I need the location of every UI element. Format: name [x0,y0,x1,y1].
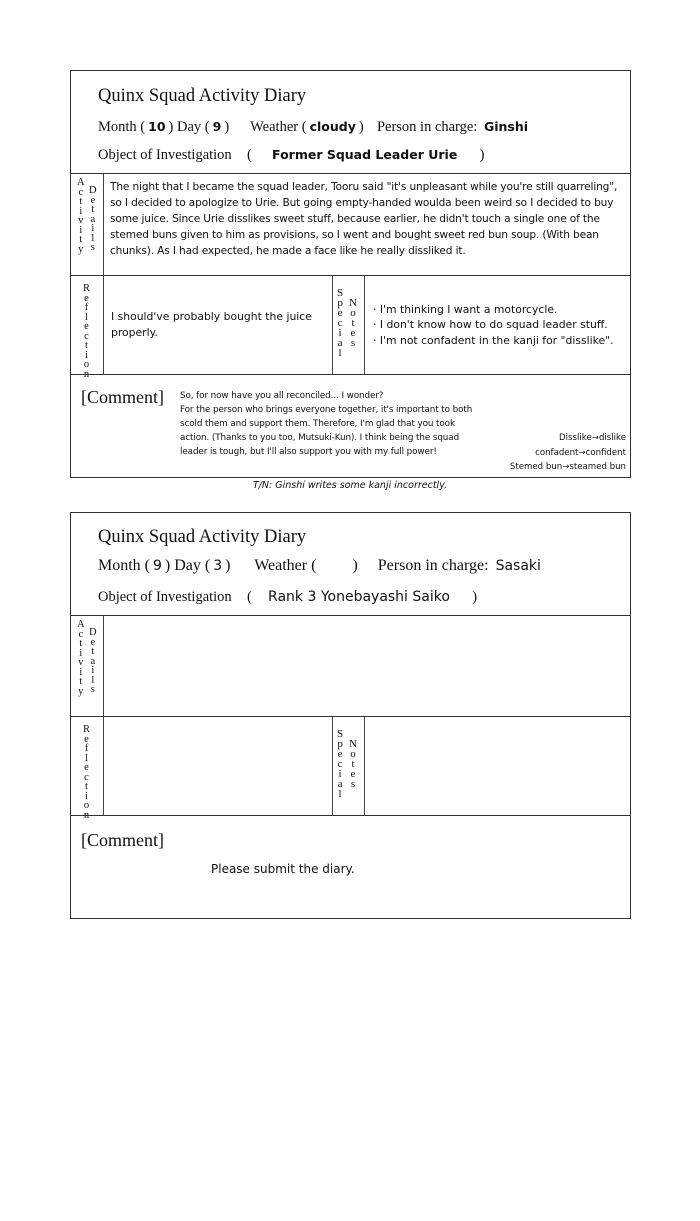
reflection-label: R e f l e c t i o n [71,717,104,815]
reflection-text [104,717,333,815]
object-value: Former Squad Leader Urie [272,147,458,162]
activity-details-text: The night that I became the squad leader, Tooru said "it's unpleasant while you're still quarreling", so I decided to apologize to Urie. But going empty-handed woulda been weird so I decided to buy some juice. Since Urie disslikes sweet stuff, because earlier, he didn't touch a single one of the stemed buns given to him as provisions, so I went and bought sweet red bun soup. (With bean chunks). As I had expected, he made a face like he really dissliked it. [110,181,618,257]
date-weather-line: Month ( 9 ) Day ( 3 ) Weather ( ) Person in charge: Sasaki [98,557,544,575]
comment-section [71,816,630,1221]
diary-title: Quinx Squad Activity Diary [98,86,307,106]
month-value: 10 [148,119,166,134]
label-activity: A c t i v i t y [77,177,85,255]
diary-title: Quinx Squad Activity Diary [98,527,307,547]
month-value: 9 [153,558,162,574]
special-notes-label: S p e c i a l N o t e s [333,717,365,815]
object-line: Object of Investigation ( Former Squad Leader Urie ) [98,147,485,163]
date-weather-line: Month ( 10 ) Day ( 9 ) Weather ( cloudy ) Person in charge: Ginshi [98,119,531,136]
special-notes-label: S p e c i a l N o t e s [333,276,365,374]
comment-label: [Comment] [81,387,164,407]
object-line: Object of Investigation ( Rank 3 Yonebayashi Saiko ) [98,589,478,605]
day-value: 3 [213,558,223,574]
person-value: Sasaki [495,558,541,574]
activity-details-text [104,616,630,716]
object-label: Object of Investigation [98,589,232,605]
translator-note: T/N: Ginshi writes some kanji incorrectly. [252,480,448,491]
comment-label: [Comment] [81,830,164,850]
diary-header [71,71,630,174]
reflection-label: R e f l e c t i o n [71,276,104,374]
person-label: Person in charge: [376,119,478,135]
comment-text: Please submit the diary. [211,862,355,876]
comment-text: So, for now have you all reconciled... I wonder? For the person who brings everyone together, it's important to both scold them and support them. Therefore, I'm glad that you took action. (Thanks to you too, Mutsuki-Kun). I think being the squad leader is tough, but I'll also support you with my full power! [180,391,473,457]
special-note-item: · I don't know how to do squad leader stuff. [373,318,608,332]
activity-details-row [71,616,630,717]
special-notes-list [365,717,630,815]
label-details: D e t a i l s [89,185,97,253]
activity-details-label [71,174,104,275]
object-label: Object of Investigation [98,147,232,163]
special-note-item: · I'm thinking I want a motorcycle. [373,302,558,316]
special-notes-list [365,276,630,374]
day-value: 9 [212,119,222,134]
reflection-row [71,717,630,821]
activity-details-label: A c t i v i t y D e t a i l s [71,616,104,716]
special-note-item: · I'm not confadent in the kanji for "disslike". [373,333,614,347]
activity-details-row [71,174,630,276]
reflection-row [71,276,630,380]
person-value: Ginshi [483,119,529,134]
person-label: Person in charge: [377,557,489,574]
diary-header [71,513,630,616]
weather-value: cloudy [309,119,356,134]
spelling-corrections: Disslike→dislike confadent→confident Stemed bun→steamed bun [509,433,626,472]
diary-page-2 [70,512,631,919]
diary-page-1 [70,70,631,478]
object-value: Rank 3 Yonebayashi Saiko [268,589,450,605]
reflection-text: I should've probably bought the juice properly. [104,276,333,374]
